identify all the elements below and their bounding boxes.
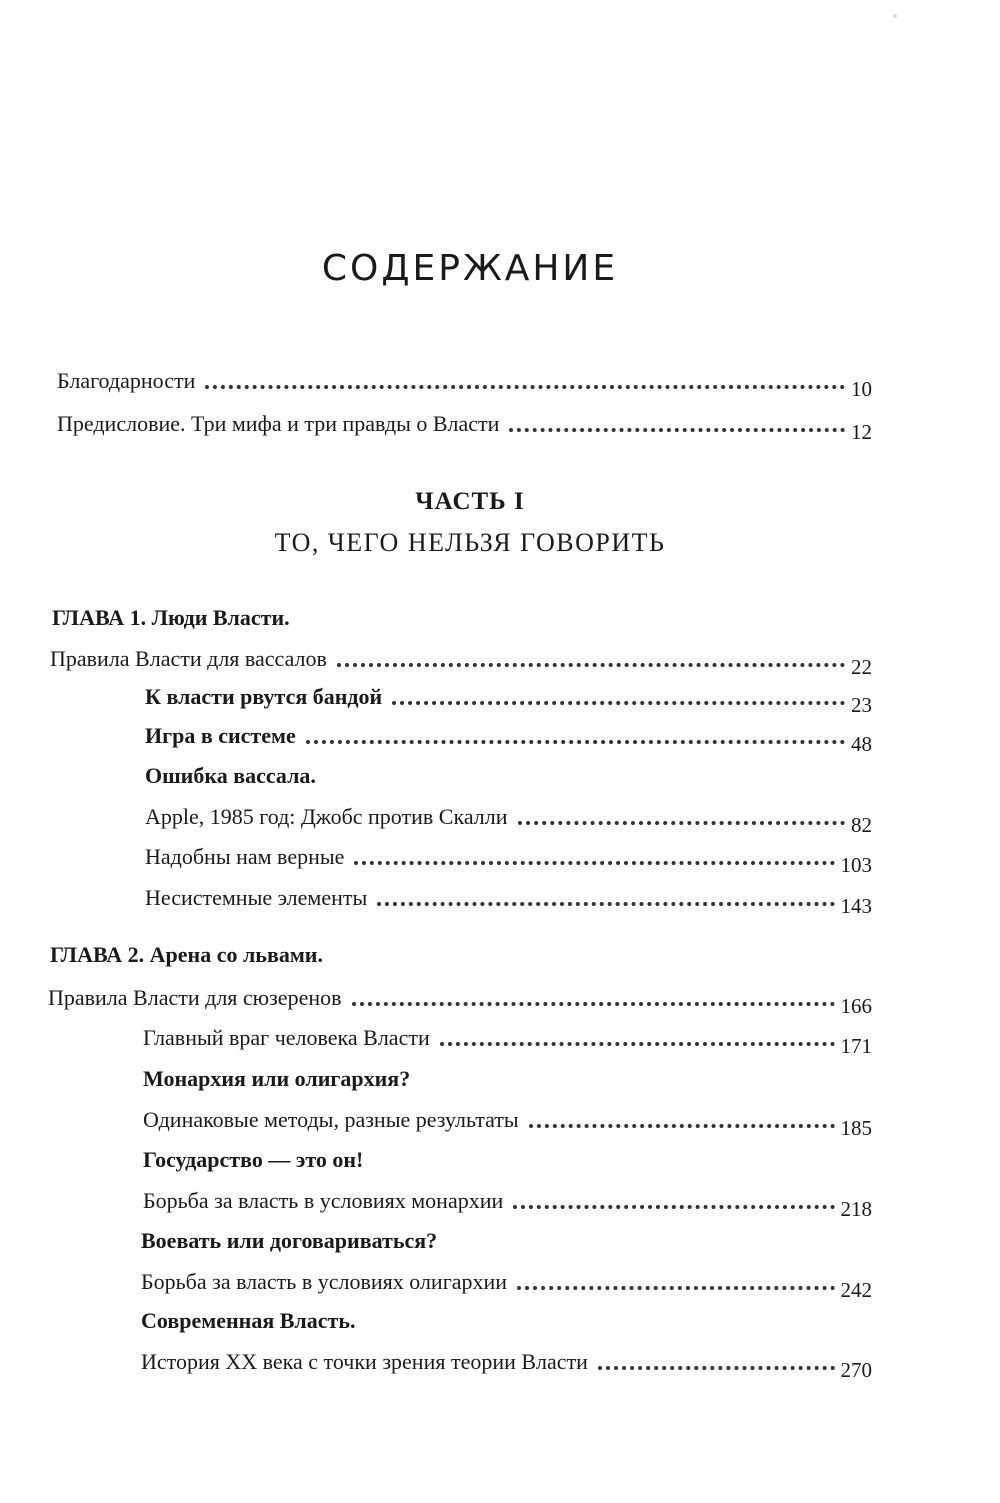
dot-leader — [529, 1124, 835, 1128]
toc-page-number: 185 — [840, 1116, 872, 1140]
chapter-1-title[interactable]: ГЛАВА 1. Люди Власти. — [52, 605, 290, 630]
toc-entry-system-game[interactable] — [145, 722, 872, 756]
toc-page-number: 143 — [840, 894, 872, 918]
toc-entry-acknowledgements[interactable] — [57, 367, 872, 401]
dot-leader — [513, 1205, 834, 1209]
toc-entry-label: Борьба за власть в условиях монархии — [143, 1188, 504, 1213]
toc-entry-label: Одинаковые методы, разные результаты — [143, 1107, 519, 1132]
toc-page-number: 23 — [851, 693, 872, 717]
toc-entry-preface[interactable] — [57, 410, 872, 444]
toc-entry-monarchy-struggle[interactable] — [143, 1187, 872, 1221]
toc-entry-rules-vassals[interactable] — [50, 645, 872, 679]
dot-leader — [354, 861, 834, 865]
toc-entry-label: Правила Власти для сюзеренов — [48, 985, 342, 1010]
dot-leader — [205, 385, 845, 389]
toc-entry-apple-1985[interactable] — [145, 803, 872, 837]
section-monarchy-oligarchy[interactable]: Монархия или олигархия? — [143, 1066, 411, 1091]
toc-page-number: 103 — [840, 853, 872, 877]
section-modern-power[interactable]: Современная Власть. — [141, 1308, 356, 1333]
dot-leader — [306, 740, 845, 744]
part-subtitle: ТО, ЧЕГО НЕЛЬЗЯ ГОВОРИТЬ — [274, 528, 666, 557]
dot-leader — [509, 428, 845, 432]
toc-entry-label: Apple, 1985 год: Джобс против Скалли — [145, 804, 508, 829]
toc-page-number: 218 — [840, 1197, 872, 1221]
dot-leader — [352, 1002, 835, 1006]
toc-entry-label: К власти рвутся бандой — [145, 684, 383, 709]
paper-speck — [893, 14, 897, 18]
toc-page-number: 270 — [840, 1358, 872, 1382]
section-vassal-mistake[interactable]: Ошибка вассала. — [145, 763, 316, 788]
toc-entry-rules-suzerains[interactable] — [48, 984, 872, 1018]
toc-page-number: 82 — [851, 813, 872, 837]
dot-leader — [337, 663, 845, 667]
toc-entry-label: Борьба за власть в условиях олигархии — [141, 1269, 508, 1294]
toc-page-number: 242 — [840, 1278, 872, 1302]
chapter-2-title[interactable]: ГЛАВА 2. Арена со львами. — [50, 942, 323, 967]
toc-entry-gang[interactable] — [145, 683, 872, 717]
dot-leader — [392, 701, 845, 705]
toc-page-number: 166 — [840, 994, 872, 1018]
dot-leader — [440, 1042, 835, 1046]
toc-entry-loyal[interactable] — [145, 843, 872, 877]
dot-leader — [598, 1366, 835, 1370]
toc-entry-same-methods[interactable] — [143, 1106, 872, 1140]
toc-page-number: 12 — [851, 420, 872, 444]
toc-page-number: 22 — [851, 655, 872, 679]
toc-page-number: 10 — [851, 377, 872, 401]
section-fight-or-negotiate[interactable]: Воевать или договариваться? — [141, 1228, 438, 1253]
toc-entry-label: Правила Власти для вассалов — [50, 646, 327, 671]
toc-entry-nonsystem[interactable] — [145, 884, 872, 918]
toc-entry-label: Несистемные элементы — [145, 885, 368, 910]
toc-entry-label: История XX века с точки зрения теории Власти — [141, 1349, 588, 1374]
toc-entry-oligarchy-struggle[interactable] — [141, 1268, 872, 1302]
toc-page-number: 48 — [851, 732, 872, 756]
dot-leader — [377, 902, 834, 906]
dot-leader — [518, 821, 845, 825]
toc-entry-label: Предисловие. Три мифа и три правды о Власти — [57, 411, 500, 436]
toc-entry-20th-century[interactable] — [141, 1348, 872, 1382]
toc-entry-label: Благодарности — [57, 368, 196, 393]
toc-entry-label: Игра в системе — [145, 723, 296, 748]
section-state-is-him[interactable]: Государство — это он! — [143, 1147, 364, 1172]
page-title: СОДЕРЖАНИЕ — [321, 248, 619, 289]
dot-leader — [517, 1286, 834, 1290]
toc-entry-label: Надобны нам верные — [145, 844, 345, 869]
toc-page-number: 171 — [840, 1034, 872, 1058]
toc-entry-label: Главный враг человека Власти — [143, 1025, 430, 1050]
toc-entry-main-enemy[interactable] — [143, 1024, 872, 1058]
part-title: ЧАСТЬ I — [415, 488, 525, 515]
